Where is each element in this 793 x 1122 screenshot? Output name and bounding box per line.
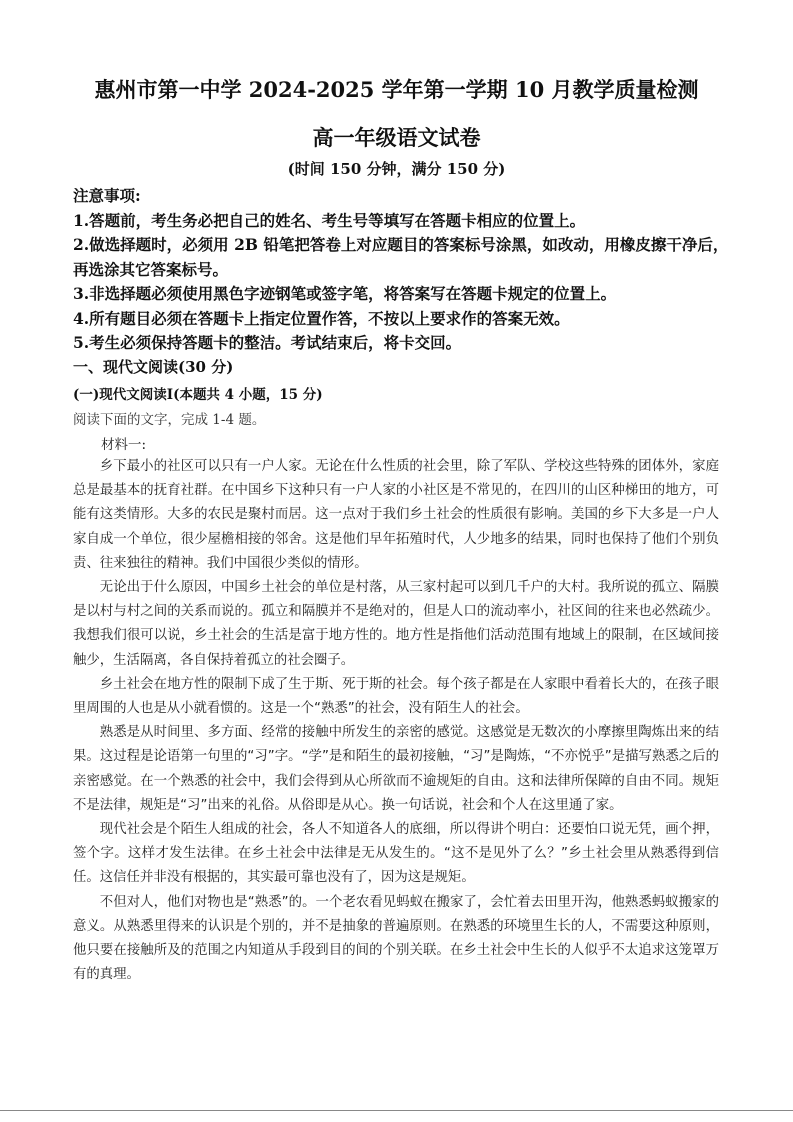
passage-paragraph: 无论出于什么原因，中国乡土社会的单位是村落，从三家村起可以到几千户的大村。我所说的孤立、隔膜是以村与村之间的关系而说的。孤立和隔膜并不是绝对的，但是人口的流动率小，社区间的往来也必然疏少。我想我们很可以说，乡土社会的生活是富于地方性的。地方性是指他们活动范围有地域上的限制，在区域间接触少，生活隔离，各自保持着孤立的社会圈子。 xyxy=(73,580,719,668)
material-label: 材料一: xyxy=(101,437,147,453)
reading-passage xyxy=(73,455,719,987)
section-heading: 一、现代文阅读(30 分) xyxy=(73,358,234,376)
notes-block xyxy=(73,184,733,356)
passage-paragraph: 熟悉是从时间里、多方面、经常的接触中所发生的亲密的感觉。这感觉是无数次的小摩擦里陶炼出来的结果。这过程是论语第一句里的“习”字。“学”是和陌生的最初接触，“习”是陶炼，“不亦悦乎”是描写熟悉之后的亲密感觉。在一个熟悉的社会中，我们会得到从心所欲而不逾规矩的自由。这和法律所保障的自由不同。规矩不是法律，规矩是“习”出来的礼俗。从俗即是从心。换一句话说，社会和个人在这里通了家。 xyxy=(73,725,719,813)
passage-paragraph: 现代社会是个陌生人组成的社会，各人不知道各人的底细，所以得讲个明白：还要怕口说无凭，画个押，签个字。这样才发生法律。在乡土社会中法律是无从发生的。“这不是见外了么？”乡土社会里从熟悉得到信任。这信任并非没有根据的，其实最可靠也没有了，因为这是规矩。 xyxy=(73,822,719,886)
page-bottom-divider xyxy=(0,1110,793,1111)
notes-item: 5.考生必须保持答题卡的整洁。考试结束后，将卡交回。 xyxy=(73,333,462,352)
reading-instruction: 阅读下面的文字，完成 1-4 题。 xyxy=(73,412,266,428)
passage-paragraph: 不但对人，他们对物也是“熟悉”的。一个老农看见蚂蚁在搬家了，会忙着去田里开沟，他熟悉蚂蚁搬家的意义。从熟悉里得来的认识是个别的，并不是抽象的普遍原则。在熟悉的环境里生长的人，不需要这种原则，他只要在接触所及的范围之内知道从手段到目的间的个别关联。在乡土社会中生长的人似乎不太追求这笼罩万有的真理。 xyxy=(73,894,719,983)
passage-paragraph: 乡下最小的社区可以只有一户人家。无论在什么性质的社会里，除了军队、学校这些特殊的团体外，家庭总是最基本的抚育社群。在中国乡下这种只有一户人家的小社区是不常见的，在四川的山区种梯田的地方，可能有这类情形。大多的农民是聚村而居。这一点对于我们乡土社会的性质很有影响。美国的乡下大多是一户人家自成一个单位，很少屋檐相接的邻舍。这是他们早年拓殖时代，人少地多的结果，同时也保持了他们个别负责、往来独往的精神。我们中国很少类似的情形。 xyxy=(73,459,719,571)
notes-item: 3.非选择题必须使用黑色字迹钢笔或签字笔，将答案写在答题卡规定的位置上。 xyxy=(73,284,617,303)
exam-subtitle: 高一年级语文试卷 xyxy=(312,125,481,150)
section-subheading: (一)现代文阅读Ⅰ(本题共 4 小题，15 分) xyxy=(73,387,323,403)
notes-heading: 注意事项: xyxy=(73,186,141,205)
exam-title: 惠州市第一中学 2024-2025 学年第一学期 10 月教学质量检测 xyxy=(94,77,699,102)
notes-item: 4.所有题目必须在答题卡上指定位置作答，不按以上要求作的答案无效。 xyxy=(73,308,570,328)
passage-paragraph: 乡土社会在地方性的限制下成了生于斯、死于斯的社会。每个孩子都是在人家眼中看着长大的，在孩子眼里周围的人也是从小就看惯的。这是一个“熟悉”的社会，没有陌生人的社会。 xyxy=(73,676,719,717)
notes-item: 2.做选择题时，必须用 2B 铅笔把答卷上对应题目的答案标号涂黑，如改动，用橡皮擦干净后，再选涂其它答案标号。 xyxy=(73,235,729,279)
notes-item: 1.答题前，考生务必把自己的姓名、考生号等填写在答题卡相应的位置上。 xyxy=(73,210,586,230)
exam-time-info: (时间 150 分钟，满分 150 分) xyxy=(287,160,506,178)
